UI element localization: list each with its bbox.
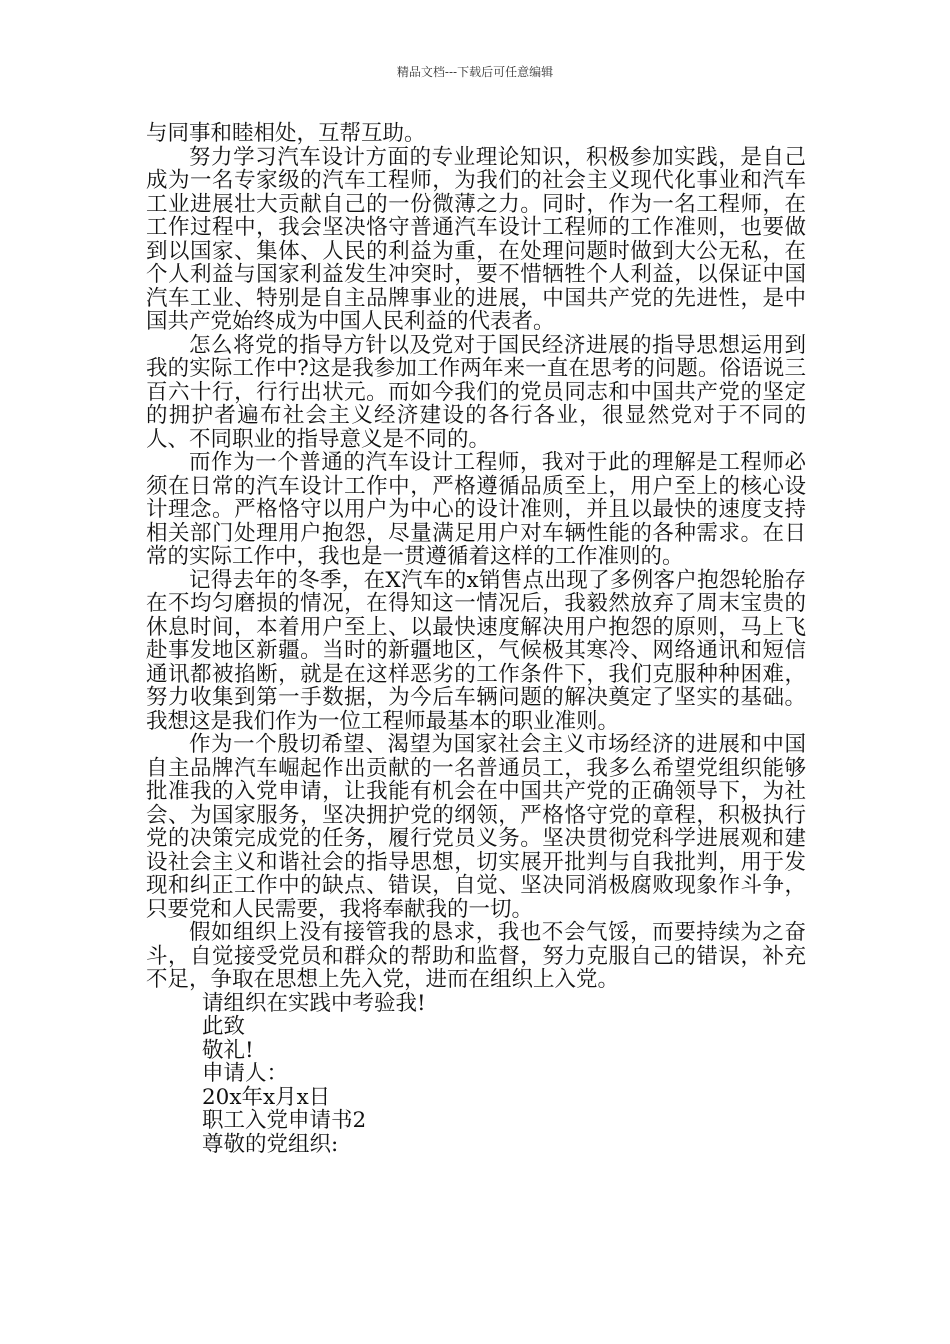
salutation-line: 此致: [202, 1014, 246, 1039]
greeting-line: 尊敬的党组织:: [202, 1131, 339, 1157]
paragraph: 怎么将党的指导方针以及党对于国民经济进展的指导思想运用到我的实际工作中?这是我参加工作两年来一直在思考的问题。俗语说三百六十行，行行出状元。而如今我们的党员同志和中国共产党的坚定的拥护者遍布社会主义经济建设的各行各业，很显然党对于不同的人、不同职业的指导意义是不同的。: [146, 332, 806, 452]
page-header: 精品文档---下载后可任意编辑: [396, 65, 554, 79]
paragraph: 作为一个殷切希望、渴望为国家社会主义市场经济的进展和中国自主品牌汽车崛起作出贡献的一名普通员工，我多么希望党组织能够批准我的入党申请，让我能有机会在中国共产党的正确领导下，为社会、为国家服务，坚决拥护党的纲领，严格恪守党的章程，积极执行党的决策完成党的任务，履行党员义务。坚决贯彻党科学进展观和建设社会主义和谐社会的指导思想，切实展开批判与自我批判，用于发现和纠正工作中的缺点、错误，自觉、坚决同消极腐败现象作斗争，只要党和人民需要，我将奉献我的一切。: [146, 732, 806, 922]
date-line: 20x年x月x日: [202, 1084, 331, 1110]
paragraph: 努力学习汽车设计方面的专业理论知识，积极参加实践，是自己成为一名专家级的汽车工程师，为我们的社会主义现代化事业和汽车工业进展壮大贡献自己的一份微薄之力。同时，作为一名工程师，在工作过程中，我会坚决恪守普通汽车设计工程师的工作准则，也要做到以国家、集体、人民的利益为重，在处理问题时做到大公无私，在个人利益与国家利益发生冲突时，要不惜牺牲个人利益，以保证中国汽车工业、特别是自主品牌事业的进展，中国共产党的先进性，是中国共产党始终成为中国人民利益的代表者。: [146, 144, 806, 334]
document-body: [146, 122, 806, 1156]
paragraph: 假如组织上没有接管我的恳求，我也不会气馁，而要持续为之奋斗，自觉接受党员和群众的帮助和监督，努力克服自己的错误，补充不足，争取在思想上先入党，进而在组织上入党。: [146, 920, 806, 992]
paragraph: 而作为一个普通的汽车设计工程师，我对于此的理解是工程师必须在日常的汽车设计工作中，严格遵循品质至上，用户至上的核心设计理念。严格恪守以用户为中心的设计准则，并且以最快的速度支持相关部门处理用户抱怨，尽量满足用户对车辆性能的各种需求。在日常的实际工作中，我也是一贯遵循着这样的工作准则的。: [146, 450, 806, 569]
applicant-line: 申请人：: [202, 1061, 289, 1086]
closing-line: 请组织在实践中考验我!: [202, 990, 426, 1016]
paragraph: 与同事和睦相处，互帮互助。: [146, 121, 426, 146]
salutation-line: 敬礼!: [202, 1037, 254, 1063]
section-title: 职工入党申请书2: [202, 1108, 367, 1133]
paragraph: 记得去年的冬季，在X汽车的x销售点出现了多例客户抱怨轮胎存在不均匀磨损的情况，在得知这一情况后，我毅然放弃了周末宝贵的休息时间，本着用户至上、以最快速度解决用户抱怨的原则，马上飞赴事发地区新疆。当时的新疆地区，气候极其寒冷、网络通讯和短信通讯都被掐断，就是在这样恶劣的工作条件下，我们克服种种困难，努力收集到第一手数据，为今后车辆问题的解决奠定了坚实的基础。我想这是我们作为一位工程师最基本的职业准则。: [146, 567, 806, 734]
